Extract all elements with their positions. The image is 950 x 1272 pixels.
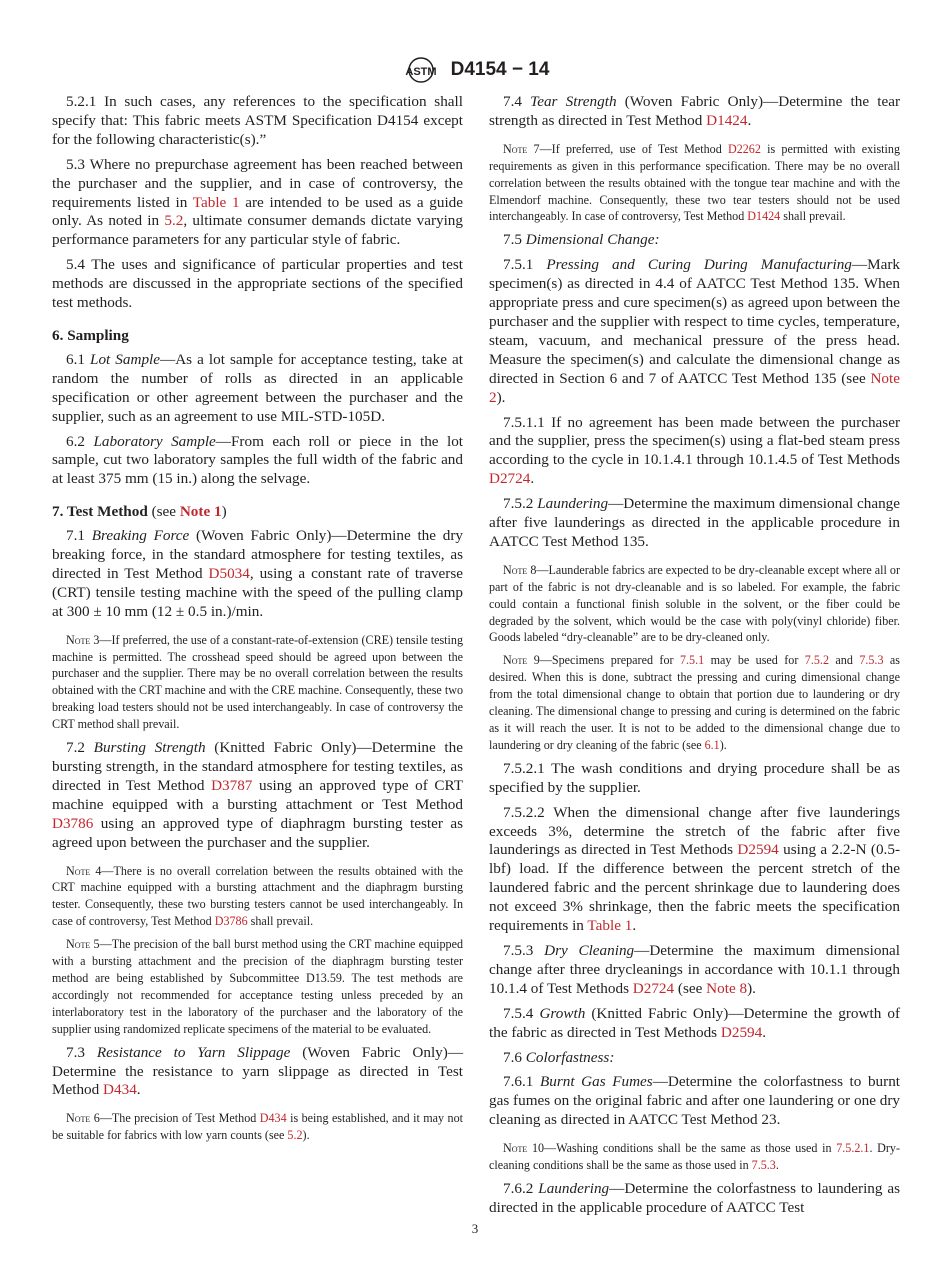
paragraph bbox=[489, 804, 900, 936]
text-run: 5.3 Where no prepurchase agreement has been reached between the purchaser and the supplier, and in case of controversy, the requirements listed in bbox=[52, 155, 463, 211]
paragraph bbox=[52, 156, 463, 251]
text-run: 4—There is no overall correlation between the results obtained with the CRT machine equipped with a bursting attachment and the diaphragm bursting tester. Consequently, these two bursting testers cannot be used interchangeably. In case of controversy, Test Method bbox=[52, 863, 463, 929]
text-run: are intended to be used as a guide only. As noted in bbox=[52, 193, 463, 230]
note-label: Note bbox=[503, 141, 528, 156]
text-run: ). bbox=[719, 737, 727, 752]
note-paragraph bbox=[489, 141, 900, 226]
text-run: shall prevail. bbox=[780, 209, 846, 224]
text-run: is permitted with existing requirements as given in this performance specification. There may be no overall correlation between the results obtained with the tongue tear machine and with the Elmendorf machine. Consequently, these two tear testers should not be used interchangeably. In case of controversy, Test Method bbox=[489, 141, 900, 224]
text-run: . bbox=[632, 917, 637, 935]
text-run: (Knitted Fabric Only)—Determine the growth of the fabric as directed in Test Methods bbox=[489, 1004, 901, 1041]
left-column bbox=[52, 93, 463, 1150]
cross-reference-link[interactable]: D2724 bbox=[632, 979, 675, 997]
text-run: —From each roll or piece in the lot sample, cut two laboratory samples the full width of the fabric and at least 375 mm (15 in.) along the selvage. bbox=[52, 432, 464, 488]
paragraph bbox=[489, 1049, 900, 1068]
cross-reference-link[interactable]: Note 8 bbox=[706, 979, 748, 997]
note-paragraph bbox=[489, 652, 900, 753]
cross-reference-link[interactable]: D1424 bbox=[706, 111, 748, 129]
text-run: 7.2 bbox=[66, 739, 94, 757]
page-number: 3 bbox=[471, 1221, 479, 1236]
text-run: 7.4 bbox=[503, 93, 531, 110]
cross-reference-link[interactable]: D434 bbox=[103, 1081, 137, 1099]
section-heading bbox=[52, 503, 463, 522]
italic-term: Laundering bbox=[538, 1179, 610, 1197]
text-run: using a 2.2-N (0.5-lbf) load. If the difference between the percent stretch of the laundered fabric and the percent shrinkage due to laundering does not exceed 3% shrinkage, then the fabric meets the specification requirements in bbox=[489, 841, 901, 935]
text-run: ). bbox=[747, 979, 756, 997]
text-run: —Determine the maximum dimensional change after five launderings as directed in the applicable procedure in AATCC Test Method 135. bbox=[489, 495, 900, 550]
cross-reference-link[interactable]: 7.5.2.1 bbox=[836, 1141, 870, 1156]
text-run: 7.3 bbox=[66, 1043, 97, 1061]
note-paragraph bbox=[52, 632, 463, 733]
cross-reference-link[interactable]: D3786 bbox=[214, 914, 248, 929]
text-run: 6.2 bbox=[66, 432, 94, 450]
text-run: 6—The precision of Test Method bbox=[90, 1111, 260, 1126]
paragraph bbox=[489, 760, 900, 798]
text-run: 8—Launderable fabrics are expected to be dry-cleanable except where all or part of the fabric is not dry-cleanable and is so labeled. For example, the fabric could contain a functional finish soluble in the solvent, or the fiber could be degraded by the solvent, which would be the case with poly(vinyl chloride) fiber. Goods labeled “dry-cleanable” are to be dry-cleaned only. bbox=[489, 562, 900, 645]
italic-term: Dry Cleaning bbox=[544, 941, 635, 959]
italic-term: Tear Strength bbox=[530, 93, 617, 110]
paragraph bbox=[489, 495, 900, 552]
svg-text:ASTM: ASTM bbox=[405, 66, 437, 78]
text-run: . bbox=[762, 1023, 767, 1041]
paragraph bbox=[489, 93, 900, 131]
cross-reference-link[interactable]: 5.2 bbox=[287, 1128, 303, 1143]
text-run: may be used for bbox=[704, 653, 805, 668]
text-run: (Woven Fabric Only)—Determine the resistance to yarn slippage as directed in Test Method bbox=[52, 1043, 464, 1099]
cross-reference-link[interactable]: D3787 bbox=[211, 776, 253, 794]
cross-reference-link[interactable]: Note 2 bbox=[489, 369, 900, 406]
paragraph bbox=[489, 1180, 900, 1218]
text-run: using an approved type of diaphragm bursting tester as agreed upon between the purchaser and the supplier. bbox=[52, 814, 463, 851]
cross-reference-link[interactable]: Table 1 bbox=[587, 917, 633, 935]
text-run: . bbox=[747, 111, 752, 129]
text-run: as desired. When this is done, subtract the pressing and curing dimensional change from the total dimensional change to obtain that portion due to laundering or dry cleaning. The dimensional change to pressing and curing is determined on the fabric as it will reach the user. It is not to be added to the dimensional change due to laundering or dry cleaning of the fabric (see bbox=[489, 653, 901, 752]
cross-reference-link[interactable]: D1424 bbox=[747, 209, 781, 224]
text-run: is being established, and it may not be suitable for fabrics with low yarn counts (see bbox=[52, 1111, 463, 1143]
text-run: 7.5.1 bbox=[503, 256, 547, 274]
paragraph bbox=[489, 256, 900, 407]
note-label: Note bbox=[503, 1141, 528, 1156]
cross-reference-link[interactable]: 7.5.3 bbox=[859, 653, 884, 668]
text-run: (see bbox=[674, 979, 707, 997]
note-paragraph bbox=[52, 936, 463, 1037]
text-run: 7.5.2.1 The wash conditions and drying procedure shall be as specified by the supplier. bbox=[489, 759, 900, 796]
text-run: 7—If preferred, use of Test Method bbox=[527, 141, 728, 156]
text-run: 7.5 bbox=[503, 231, 526, 249]
paragraph bbox=[489, 231, 900, 250]
right-column bbox=[489, 93, 900, 1224]
text-run: , ultimate consumer demands dictate varying performance parameters for any particular style of fabric. bbox=[52, 212, 463, 249]
text-run: ). bbox=[496, 388, 506, 406]
cross-reference-link[interactable]: 6.1 bbox=[704, 737, 720, 752]
cross-reference-link[interactable]: D2262 bbox=[727, 141, 761, 156]
paragraph bbox=[489, 1073, 900, 1130]
text-run: . Dry-cleaning conditions shall be the same as those used in bbox=[489, 1141, 900, 1173]
text-run: using an approved type of CRT machine equipped with a bursting attachment or Test Method bbox=[52, 776, 463, 813]
text-run: 9—Specimens prepared for bbox=[527, 653, 680, 668]
text-run: . bbox=[530, 470, 535, 488]
text-run: 7.5.2.2 When the dimensional change after five launderings exceeds 3%, determine the stretch of the fabric after five launderings as directed in Test Methods bbox=[489, 803, 900, 859]
text-run: 7.5.4 bbox=[503, 1004, 540, 1022]
text-run: ). bbox=[302, 1128, 310, 1143]
text-run: 7.6 bbox=[503, 1048, 526, 1066]
italic-term: Breaking Force bbox=[91, 527, 190, 545]
cross-reference-link[interactable]: 7.5.3 bbox=[751, 1158, 776, 1173]
paragraph bbox=[489, 414, 900, 490]
text-run: 7.5.2 bbox=[503, 495, 538, 513]
text-run: 6.1 bbox=[66, 350, 91, 368]
cross-reference-link[interactable]: D3786 bbox=[52, 814, 94, 832]
cross-reference-link[interactable]: D2724 bbox=[489, 470, 531, 488]
text-run: 7.6.1 bbox=[503, 1073, 540, 1091]
text-run: (see bbox=[147, 503, 180, 521]
note-label: Note bbox=[66, 937, 91, 952]
italic-term: Burnt Gas Fumes bbox=[539, 1073, 653, 1091]
italic-term: Pressing and Curing During Manufacturing bbox=[546, 256, 852, 274]
text-run: 7. Test Method bbox=[52, 503, 148, 521]
paragraph bbox=[52, 527, 463, 622]
paragraph bbox=[489, 942, 900, 999]
text-run: (Woven Fabric Only)—Determine the tear strength as directed in Test Method bbox=[489, 93, 901, 129]
text-run: . bbox=[775, 1158, 779, 1173]
note-label: Note bbox=[66, 1111, 91, 1126]
paragraph bbox=[52, 256, 463, 313]
cross-reference-link[interactable]: Note 1 bbox=[179, 503, 222, 521]
italic-term: Laboratory Sample bbox=[93, 432, 216, 450]
text-run: 6. Sampling bbox=[52, 326, 129, 344]
paragraph bbox=[52, 93, 463, 150]
paragraph bbox=[52, 739, 463, 852]
cross-reference-link[interactable]: 5.2 bbox=[164, 212, 184, 230]
paragraph bbox=[489, 1005, 900, 1043]
text-run: 5.4 The uses and significance of particular properties and test methods are discussed in the appropriate sections of the specified test methods. bbox=[52, 256, 463, 312]
text-run: 7.1 bbox=[66, 527, 92, 545]
note-label: Note bbox=[503, 653, 528, 668]
italic-term: Bursting Strength bbox=[93, 739, 206, 757]
note-paragraph bbox=[52, 1110, 463, 1144]
note-label: Note bbox=[503, 562, 528, 577]
cross-reference-link[interactable]: 7.5.1 bbox=[679, 653, 705, 668]
text-run: shall prevail. bbox=[247, 914, 314, 929]
text-run: —Determine the colorfastness to burnt gas fumes on the original fabric and after one laundering or one dry cleaning as directed in AATCC Test Method 23. bbox=[489, 1073, 901, 1129]
text-run: —Mark specimen(s) as directed in 4.4 of AATCC Test Method 135. When appropriate press and cure specimen(s) as agreed upon between the purchaser and the supplier with respect to time cycles, temperature, steam, vacuum, and mechanical pressure of the press head. Measure the specimen(s) and calculate the dimensional change as directed in Section 6 and 7 of AATCC Test Method 135 (see bbox=[489, 256, 900, 387]
text-run: 5—The precision of the ball burst method using the CRT machine equipped with a bursting attachment and the precision of the diaphragm bursting tester method are being established by Subcommittee D13.59. The test methods are accordingly not recommended for acceptance testing unless preceded by an interlaboratory test in the laboratory of the purchaser and the laboratory of the supplier using randomized replicate specimens of the material to be evaluated. bbox=[52, 937, 463, 1036]
page-header bbox=[0, 56, 950, 84]
text-run: 7.6.2 bbox=[503, 1179, 539, 1197]
text-run: 10—Washing conditions shall be the same as those used in bbox=[527, 1141, 837, 1156]
text-run: 7.5.3 bbox=[503, 941, 545, 959]
text-run: ) bbox=[221, 503, 227, 521]
cross-reference-link[interactable]: D5034 bbox=[208, 564, 250, 582]
text-run: , using a constant rate of traverse (CRT) tensile testing machine with the speed of the pulling clamp at 300 ± 10 mm (12 ± 0.5 in.)/min. bbox=[52, 564, 463, 620]
paragraph bbox=[52, 433, 463, 490]
text-run: (Woven Fabric Only)—Determine the dry breaking force, in the standard atmosphere for testing textiles, as directed in Test Method bbox=[52, 527, 463, 582]
text-run: and bbox=[828, 653, 860, 668]
italic-term: Resistance to Yarn Slippage bbox=[96, 1043, 291, 1061]
italic-term: Growth bbox=[539, 1004, 586, 1022]
italic-term: Lot Sample bbox=[90, 350, 161, 368]
text-run: 7.5.1.1 If no agreement has been made between the purchaser and the supplier, press the specimen(s) using a flat-bed steam press according to the cycle in 10.1.4.1 through 10.1.4.5 of Test Methods bbox=[489, 413, 900, 469]
section-heading bbox=[52, 327, 463, 346]
text-run: —Determine the colorfastness to laundering as directed in the applicable procedure of AATCC Test bbox=[489, 1179, 901, 1216]
paragraph bbox=[52, 1044, 463, 1101]
text-run: 3—If preferred, the use of a constant-rate-of-extension (CRE) tensile testing machine is permitted. The crosshead speed should be agreed upon between the purchaser and the supplier. There may be no overall correlation between the results obtained with the CRT machine and with the CRE machine. Consequently, these two breaking load testers should not be used interchangeably. In case of controversy the CRT method shall prevail. bbox=[52, 632, 463, 732]
astm-logo-icon bbox=[401, 56, 441, 84]
text-run: . bbox=[136, 1081, 141, 1099]
text-run: (Knitted Fabric Only)—Determine the bursting strength, in the standard atmosphere for testing textiles, as directed in Test Method bbox=[52, 739, 463, 794]
cross-reference-link[interactable]: 7.5.2 bbox=[804, 653, 829, 668]
italic-term: Colorfastness: bbox=[525, 1048, 615, 1066]
note-paragraph bbox=[489, 1140, 900, 1174]
text-run: —Determine the maximum dimensional change after three drycleanings in accordance with 10.1.1 through 10.1.4 of Test Methods bbox=[489, 941, 901, 997]
italic-term: Laundering bbox=[537, 495, 609, 513]
paragraph bbox=[52, 351, 463, 427]
cross-reference-link[interactable]: D2594 bbox=[720, 1023, 763, 1041]
note-paragraph bbox=[489, 562, 900, 647]
note-label: Note bbox=[66, 632, 91, 647]
cross-reference-link[interactable]: D434 bbox=[259, 1111, 287, 1126]
text-run: 5.2.1 In such cases, any references to the specification shall specify that: This fabric meets ASTM Specification D4154 except for the following characteristic(s).” bbox=[52, 93, 463, 148]
note-label: Note bbox=[66, 863, 91, 878]
italic-term: Dimensional Change: bbox=[525, 231, 660, 249]
note-paragraph bbox=[52, 863, 463, 931]
text-run: —As a lot sample for acceptance testing, take at random the number of rolls as directed in an applicable specification or other agreement between the purchaser and the supplier, such as an agreement to use MIL-STD-105D. bbox=[52, 350, 463, 425]
cross-reference-link[interactable]: Table 1 bbox=[192, 193, 240, 211]
cross-reference-link[interactable]: D2594 bbox=[737, 841, 779, 859]
document-designation: D4154 − 14 bbox=[450, 59, 550, 80]
